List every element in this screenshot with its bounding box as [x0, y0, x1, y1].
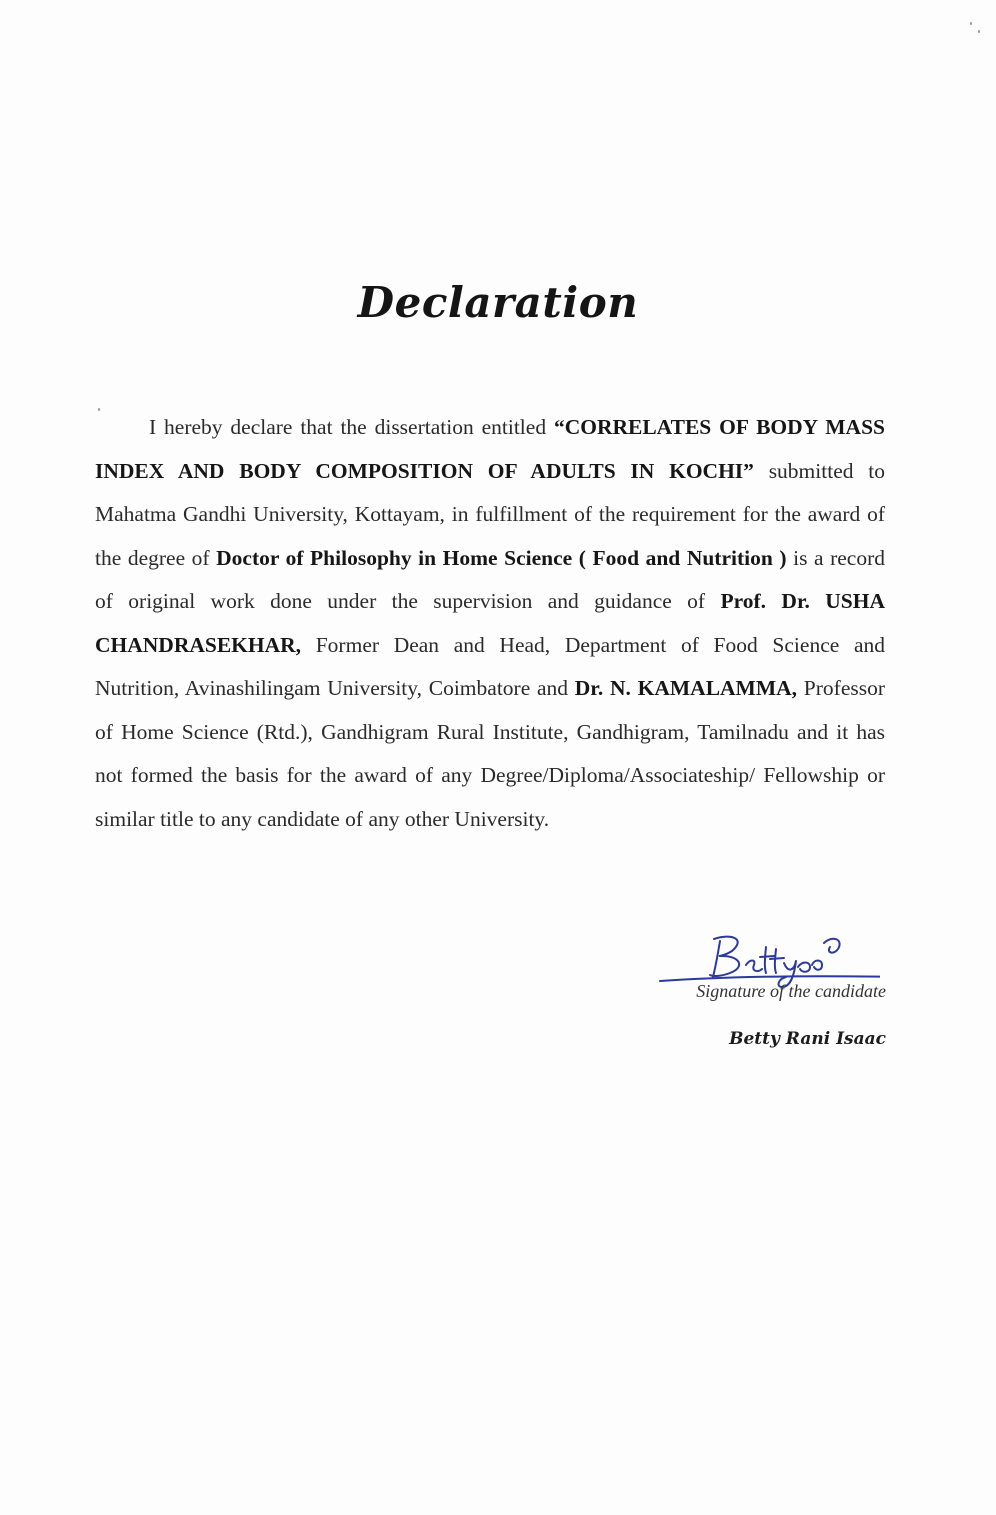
body-text-2: submitted to Mahatma Gandhi University, Kottayam, in fulfillment of the requirement for the award of the degree of [95, 458, 885, 570]
page-title: Declaration [357, 278, 639, 327]
supervisor-2: Dr. N. KAMALAMMA, [574, 676, 798, 700]
signature-caption: Signature of the candidate [696, 981, 886, 1001]
thesis-title: “CORRELATES OF BODY MASS INDEX AND BODY COMPOSITION OF ADULTS IN KOCHI” [95, 415, 885, 483]
supervisor-1: Prof. Dr. USHA CHANDRASEKHAR, [95, 589, 886, 657]
declaration-paragraph [95, 406, 885, 841]
body-text-1: I hereby declare that the dissertation entitled [149, 415, 554, 439]
body-text-4: Former Dean and Head, Department of Food Science and Nutrition, Avinashilingam University, Coimbatore and [95, 632, 885, 700]
candidate-name: Betty Rani Isaac [729, 1029, 886, 1049]
scan-speck [970, 22, 972, 25]
signature-block [560, 925, 886, 1065]
scan-speck [978, 30, 980, 33]
body-text-5: Professor of Home Science (Rtd.), Gandhigram Rural Institute, Gandhigram, Tamilnadu and it has not formed the basis for the award of any Degree/Diploma/Associateship/ Fellowship or similar title to any candidate of any other University. [95, 676, 885, 831]
body-text-3: is a record of original work done under the supervision and guidance of [95, 545, 885, 613]
degree-name: Doctor of Philosophy in Home Science ( Food and Nutrition ) [216, 545, 787, 570]
signature-strokes [660, 937, 880, 987]
